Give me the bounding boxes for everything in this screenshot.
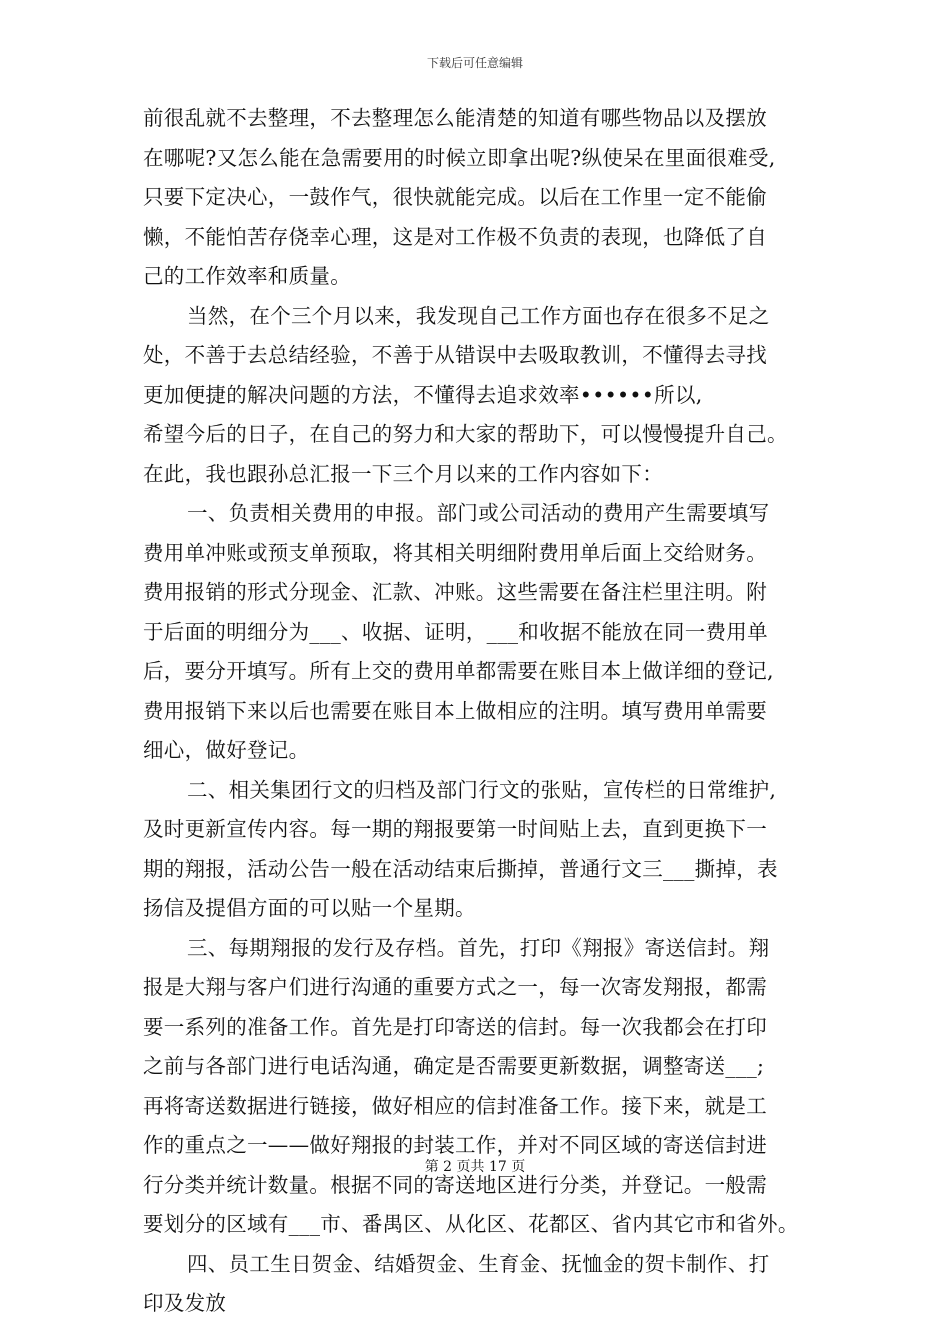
text-line: 只要下定决心，一鼓作气，很快就能完成。以后在工作里一定不能偷 bbox=[143, 185, 767, 209]
text-line: 在哪呢?又怎么能在急需要用的时候立即拿出呢?纵使呆在里面很难受, bbox=[143, 145, 776, 170]
text-line: 再将寄送数据进行链接，做好相应的信封准备工作。接下来，就是工 bbox=[143, 1093, 767, 1118]
text-line: 细心，做好登记。 bbox=[143, 738, 310, 762]
text-line: 期的翔报，活动公告一般在活动结束后撕掉，普通行文三___撕掉，表 bbox=[143, 856, 778, 881]
text-line: 前很乱就不去整理，不去整理怎么能清楚的知道有哪些物品以及摆放 bbox=[143, 106, 767, 130]
text-line: 扬信及提倡方面的可以贴一个星期。 bbox=[143, 896, 476, 920]
text-line: 要一系列的准备工作。首先是打印寄送的信封。每一次我都会在打印 bbox=[143, 1014, 767, 1039]
paragraph-start-line: 一、负责相关费用的申报。部门或公司活动的费用产生需要填写 bbox=[187, 501, 770, 525]
text-line: 费用单冲账或预支单预取，将其相关明细附费用单后面上交给财务。 bbox=[143, 540, 767, 565]
text-line: 作的重点之一——做好翔报的封装工作，并对不同区域的寄送信封进 bbox=[143, 1133, 767, 1157]
page-header: 下载后可任意编辑 bbox=[426, 56, 523, 70]
page-footer: 第 2 页共 17 页 bbox=[424, 1159, 526, 1175]
text-line: 于后面的明细分为___、收据、证明，___和收据不能放在同一费用单 bbox=[143, 619, 768, 644]
text-line: 费用报销下来以后也需要在账目本上做相应的注明。填写费用单需要 bbox=[143, 698, 767, 723]
text-line: 行分类并统计数量。根据不同的寄送地区进行分类，并登记。一般需 bbox=[143, 1172, 767, 1197]
text-line: 之前与各部门进行电话沟通，确定是否需要更新数据，调整寄送___; bbox=[143, 1054, 765, 1078]
text-line: 更加便捷的解决问题的方法，不懂得去追求效率••••••所以, bbox=[143, 382, 703, 407]
paragraph-start-line: 三、每期翔报的发行及存档。首先，打印《翔报》寄送信封。翔 bbox=[187, 935, 770, 960]
text-line: 处，不善于去总结经验，不善于从错误中去吸取教训，不懂得去寻找 bbox=[143, 343, 767, 367]
text-line: 己的工作效率和质量。 bbox=[143, 264, 351, 288]
text-line: 费用报销的形式分现金、汇款、冲账。这些需要在备注栏里注明。附 bbox=[143, 580, 767, 604]
text-line: 印及发放 bbox=[143, 1291, 227, 1315]
paragraph-start-line: 四、员工生日贺金、结婚贺金、生育金、抚恤金的贺卡制作、打 bbox=[187, 1251, 770, 1276]
paragraph-start-line: 二、相关集团行文的归档及部门行文的张贴，宣传栏的日常维护, bbox=[187, 777, 777, 802]
text-line: 在此，我也跟孙总汇报一下三个月以来的工作内容如下： bbox=[143, 461, 663, 486]
text-line: 要划分的区域有___市、番禺区、从化区、花都区、省内其它市和省外。 bbox=[143, 1212, 799, 1236]
paragraph-start-line: 当然，在个三个月以来，我发现自己工作方面也存在很多不足之 bbox=[187, 303, 770, 328]
text-line: 懒，不能怕苦存侥幸心理，这是对工作极不负责的表现，也降低了自 bbox=[143, 224, 767, 249]
document-body bbox=[143, 99, 823, 1324]
text-line: 及时更新宣传内容。每一期的翔报要第一时间贴上去，直到更换下一 bbox=[143, 817, 767, 841]
text-line: 希望今后的日子，在自己的努力和大家的帮助下，可以慢慢提升自己。 bbox=[143, 422, 788, 446]
text-line: 报是大翔与客户们进行沟通的重要方式之一，每一次寄发翔报，都需 bbox=[143, 975, 767, 999]
text-line: 后，要分开填写。所有上交的费用单都需要在账目本上做详细的登记, bbox=[143, 659, 774, 683]
